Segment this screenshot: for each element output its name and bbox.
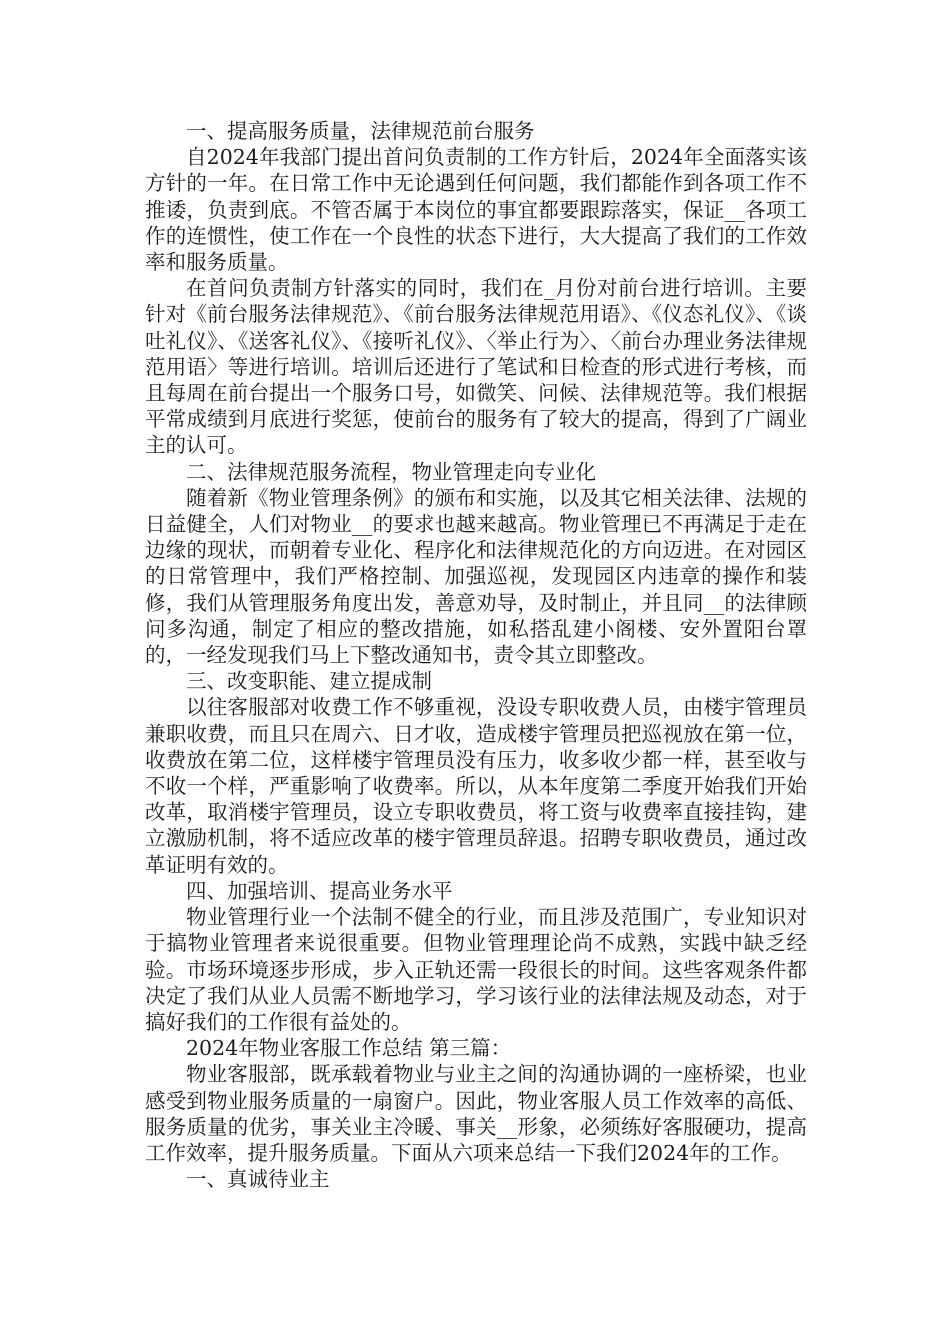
paragraph-4: 以往客服部对收费工作不够重视，没设专职收费人员，由楼宇管理员兼职收费，而且只在周六、日才收，造成楼宇管理员把巡视放在第一位，收费放在第二位，这样楼宇管理员没有压力，收多收少都一样，甚至收与不收一个样，严重影响了收费率。所以，从本年度第二季度开始我们开始改革，取消楼宇管理员，设立专职收费员，将工资与收费率直接挂钩，建立激励机制，将不适应改革的楼宇管理员辞退。招聘专职收费员，通过改革证明有效的。 <box>145 695 807 877</box>
paragraph-6: 物业客服部，既承载着物业与业主之间的沟通协调的一座桥梁，也业感受到物业服务质量的一扇窗户。因此，物业客服人员工作效率的高低、服务质量的优劣，事关业主冷暖、事关__形象，必须练好客服硬功，提高工作效率，提升服务质量。下面从六项来总结一下我们2024年的工作。 <box>145 1062 807 1165</box>
paragraph-5: 物业管理行业一个法制不健全的行业，而且涉及范围广，专业知识对于搞物业管理者来说很重要。但物业管理理论尚不成熟，实践中缺乏经验。市场环境逐步形成，步入正轨还需一段很长的时间。这些客观条件都决定了我们从业人员需不断地学习，学习该行业的法律法规及动态，对于搞好我们的工作很有益处的。 <box>145 905 807 1034</box>
section-heading-5: 一、真诚待业主 <box>186 1167 330 1192</box>
paragraph-1: 自2024年我部门提出首问负责制的工作方针后，2024年全面落实该方针的一年。在日常工作中无论遇到任何问题，我们都能作到各项工作不推诿，负责到底。不管否属于本岗位的事宜都要跟踪落实，保证__各项工作的连惯性，使工作在一个良性的状态下进行，大大提高了我们的工作效率和服务质量。 <box>145 145 807 275</box>
section-heading-3: 三、改变职能、建立提成制 <box>186 669 432 694</box>
document-page <box>145 118 807 1192</box>
section-heading-4: 四、加强培训、提高业务水平 <box>186 878 453 903</box>
paragraph-3: 随着新《物业管理条例》的颁布和实施，以及其它相关法律、法规的日益健全，人们对物业__的要求也越来越高。物业管理已不再满足于走在边缘的现状，而朝着专业化、程序化和法律规范化的方向迈进。在对园区的日常管理中，我们严格控制、加强巡视，发现园区内违章的操作和装修，我们从管理服务角度出发，善意劝导，及时制止，并且同__的法律顾问多沟通，制定了相应的整改措施，如私搭乱建小阁楼、安外置阳台罩的，一经发现我们马上下整改通知书，责令其立即整改。 <box>145 485 807 668</box>
section-heading-2: 二、法律规范服务流程，物业管理走向专业化 <box>186 459 596 484</box>
part-title: 2024年物业客服工作总结 第三篇： <box>186 1036 512 1061</box>
section-heading-1: 一、提高服务质量，法律规范前台服务 <box>186 119 535 143</box>
paragraph-2: 在首问负责制方针落实的同时，我们在_月份对前台进行培训。主要针对《前台服务法律规范》、《前台服务法律规范用语》、《仪态礼仪》、《谈吐礼仪》、《送客礼仪》、《接听礼仪》、〈举止行为〉、〈前台办理业务法律规范用语〉等进行培训。培训后还进行了笔试和日检查的形式进行考核，而且每周在前台提出一个服务口号，如微笑、问候、法律规范等。我们根据平常成绩到月底进行奖惩，使前台的服务有了较大的提高，得到了广阔业主的认可。 <box>145 276 807 458</box>
